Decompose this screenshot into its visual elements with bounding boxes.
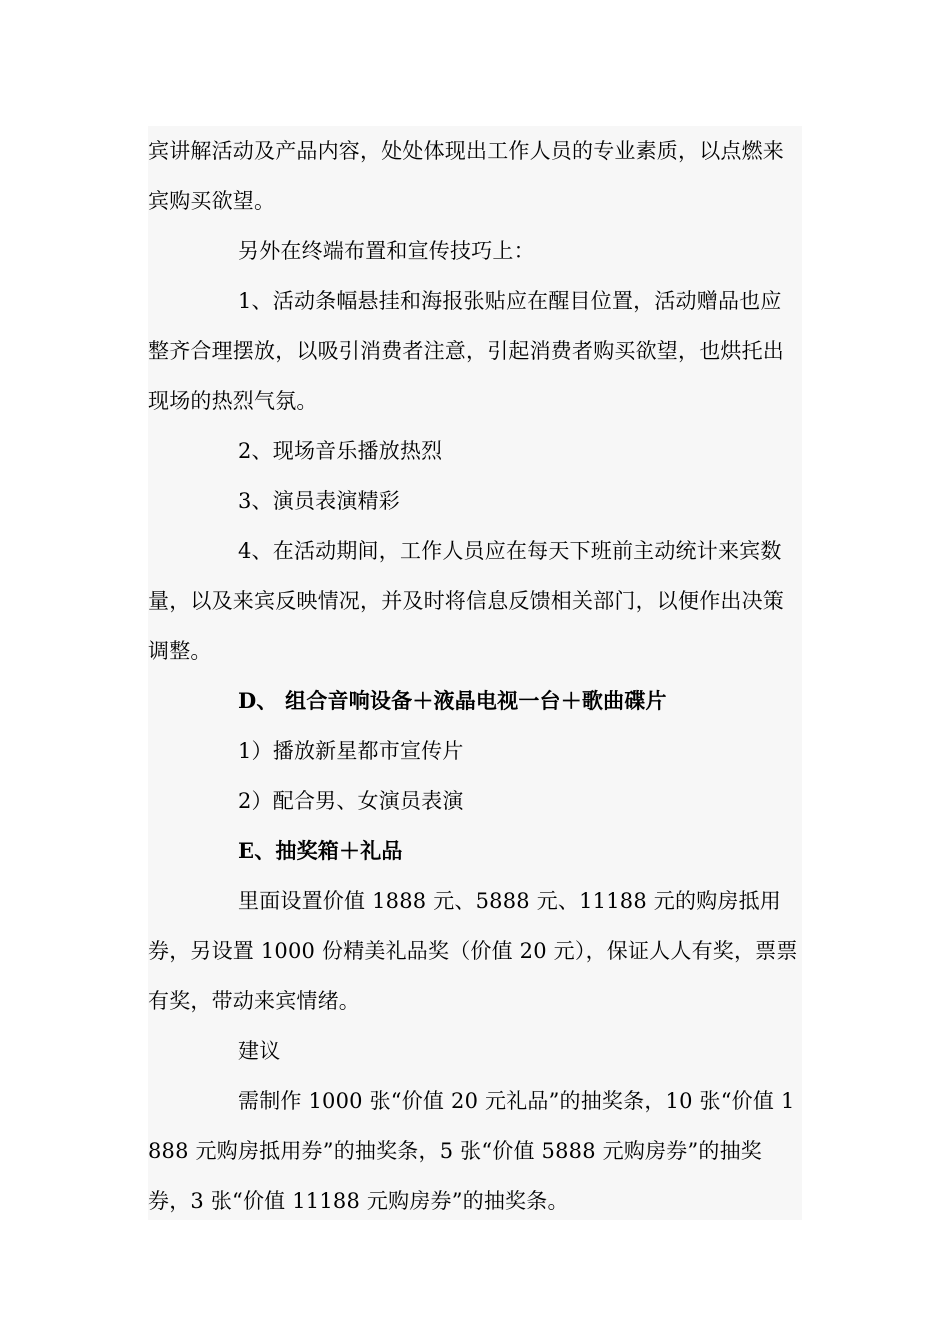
document-text-block xyxy=(148,126,802,1220)
section-heading-e: E、抽奖箱＋礼品 xyxy=(238,838,403,863)
paragraph-suggestion-detail: 需制作 1000 张“价值 20 元礼品”的抽奖条，10 张“价值 1888 元购房抵用券”的抽奖条，5 张“价值 5888 元购房券”的抽奖券，3 张“价值 11188 元购房券”的抽奖条。 xyxy=(148,1089,795,1213)
paragraph-lottery-description: 里面设置价值 1888 元、5888 元、11188 元的购房抵用券，另设置 1000 份精美礼品奖（价值 20 元），保证人人有奖，票票有奖，带动来宾情绪。 xyxy=(148,889,798,1013)
paragraph-item-2: 2、现场音乐播放热烈 xyxy=(238,439,443,463)
section-heading-d: D、 组合音响设备＋液晶电视一台＋歌曲碟片 xyxy=(238,688,667,713)
paragraph-item-1: 1、活动条幅悬挂和海报张贴应在醒目位置，活动赠品也应整齐合理摆放，以吸引消费者注意，引起消费者购买欲望，也烘托出现场的热烈气氛。 xyxy=(148,289,784,413)
paragraph-intro-continuation: 宾讲解活动及产品内容，处处体现出工作人员的专业素质，以点燃来宾购买欲望。 xyxy=(148,139,784,213)
paragraph-sub-item-1: 1）播放新星都市宣传片 xyxy=(238,739,464,763)
paragraph-item-4: 4、在活动期间，工作人员应在每天下班前主动统计来宾数量，以及来宾反映情况，并及时将信息反馈相关部门，以便作出决策调整。 xyxy=(148,539,784,663)
paragraph-sub-item-2: 2）配合男、女演员表演 xyxy=(238,789,464,813)
paragraph-suggestion-label: 建议 xyxy=(238,1039,281,1063)
paragraph-item-3: 3、演员表演精彩 xyxy=(238,489,400,513)
paragraph-terminal-layout-heading: 另外在终端布置和宣传技巧上： xyxy=(238,239,535,263)
